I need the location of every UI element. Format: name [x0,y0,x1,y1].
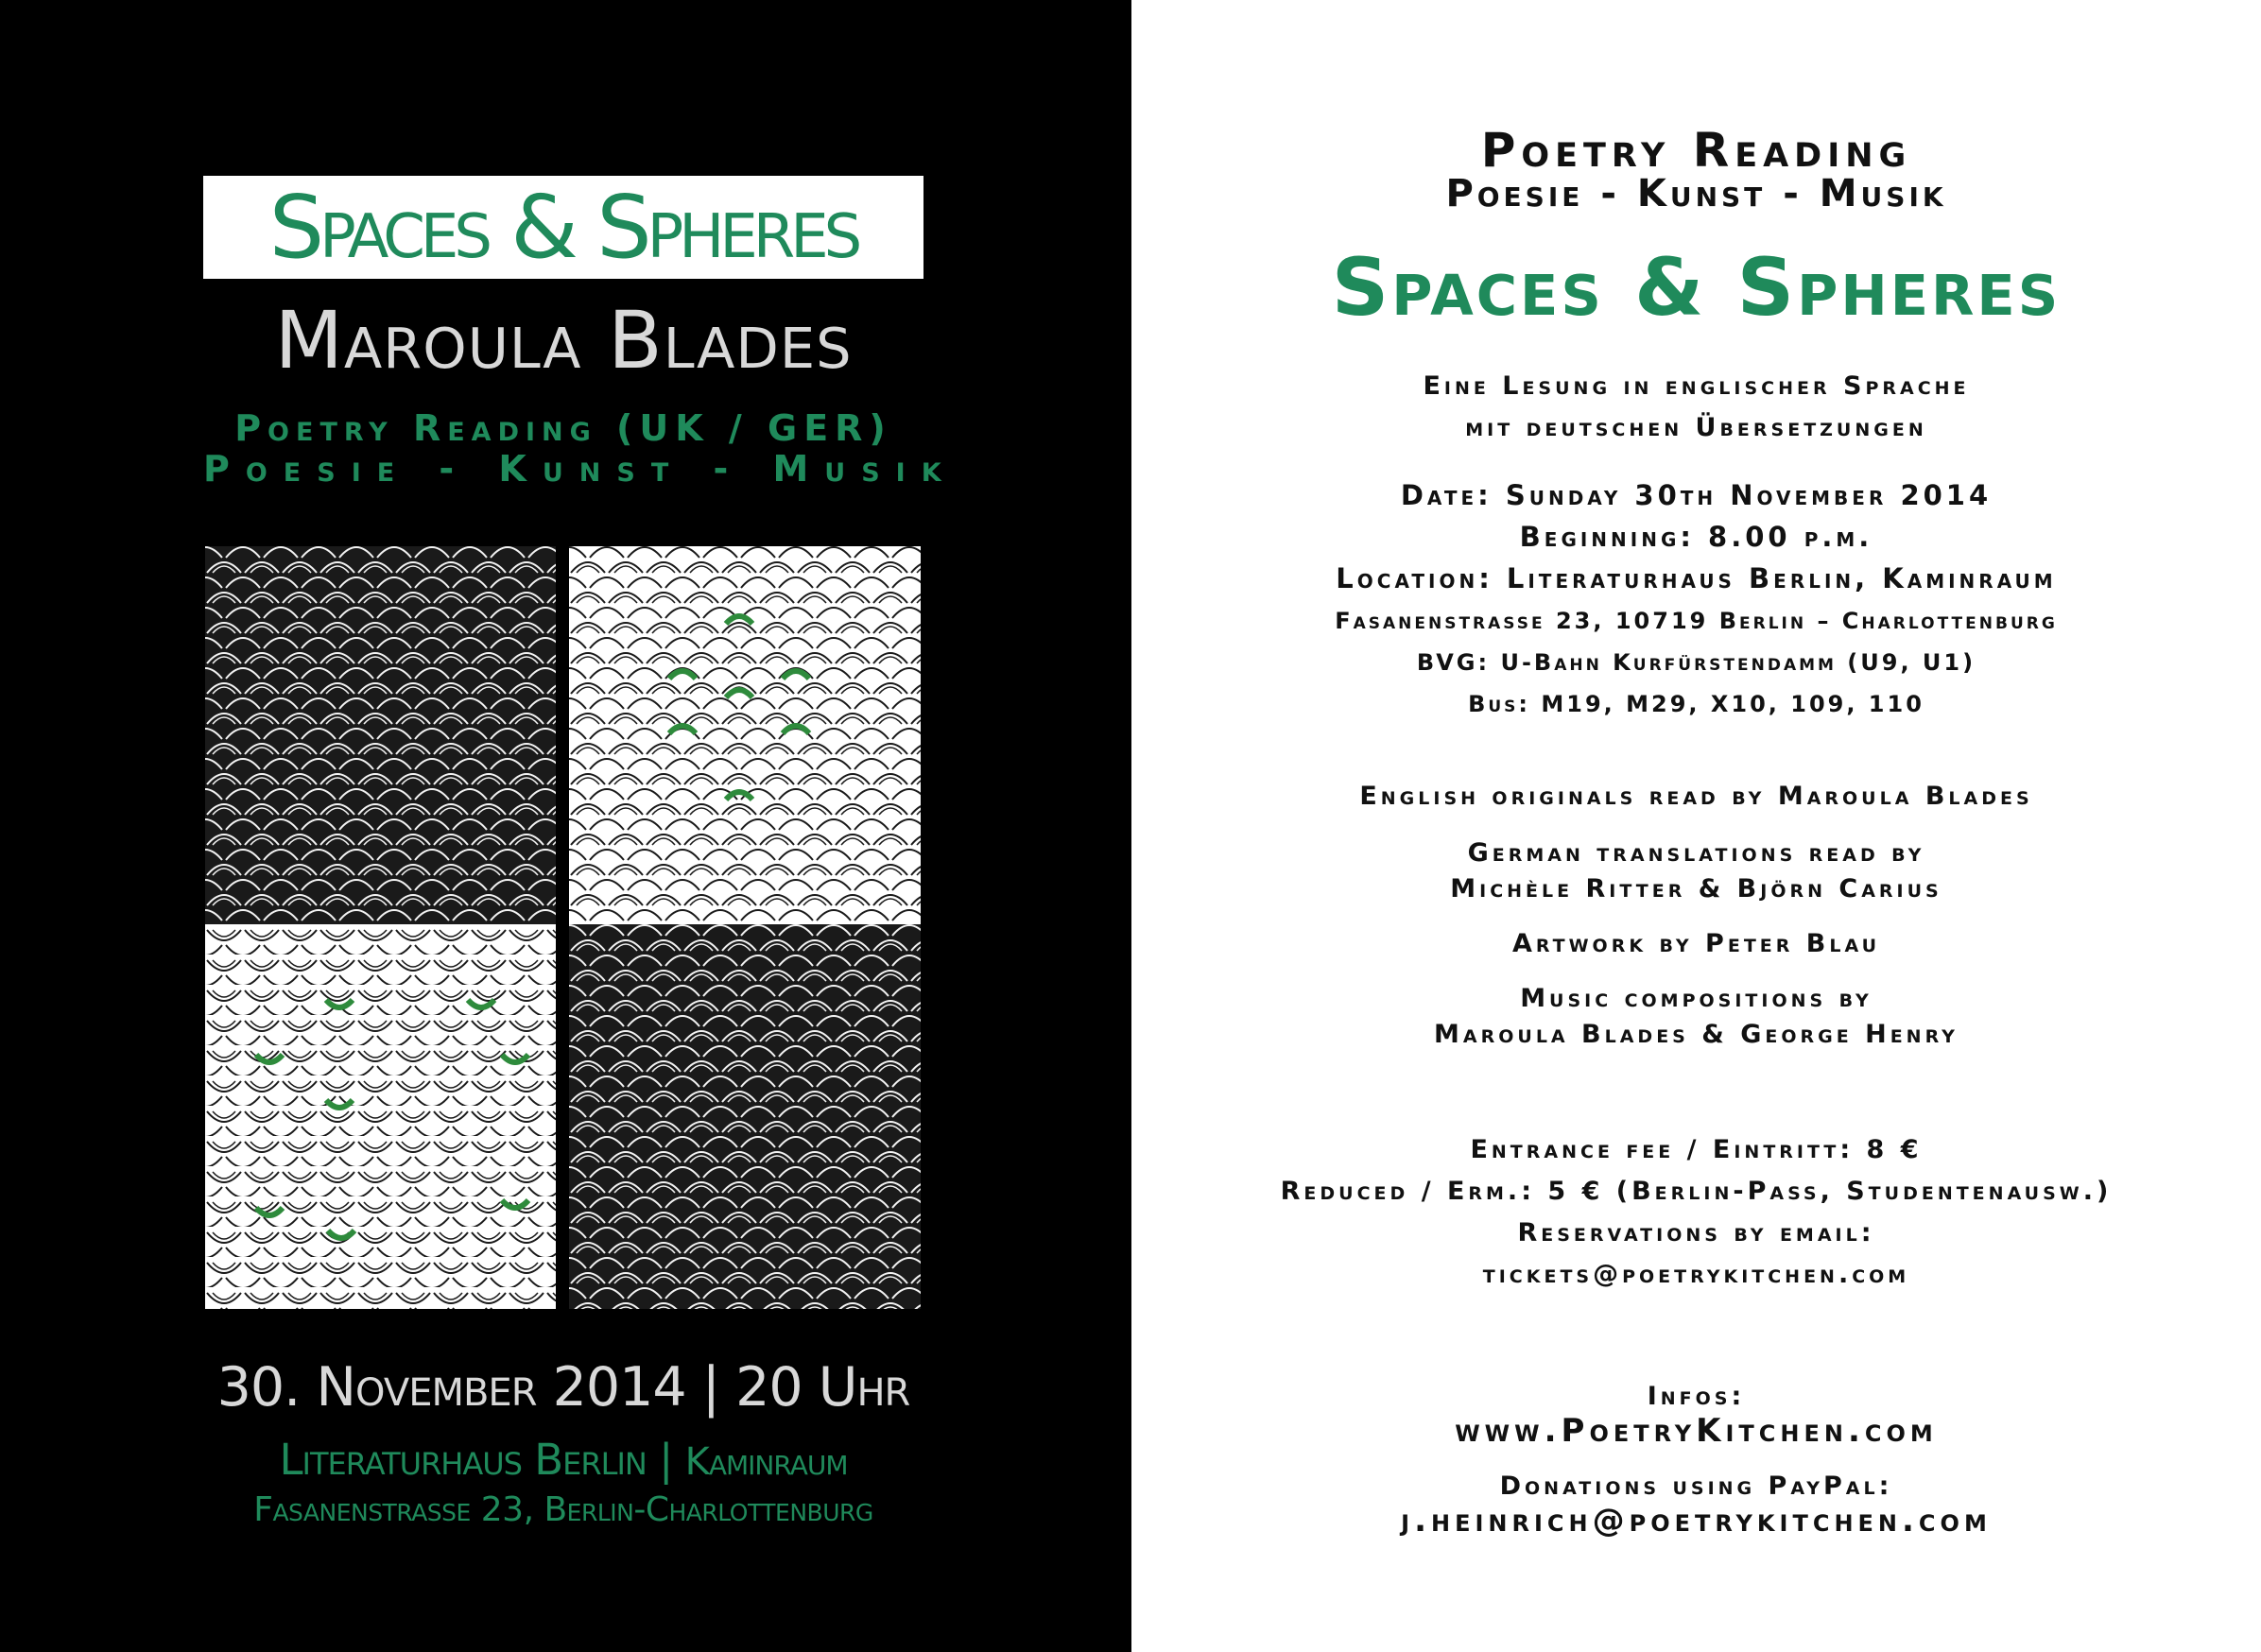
scale-pattern-dark [569,924,921,1309]
intro-line1: Eine Lesung in englischer Sprache [1423,371,1970,401]
address-line: Fasanenstrasse 23, 10719 Berlin – Charlottenburg [1335,608,2058,634]
music-line2: Maroula Blades & George Henry [1434,1020,1959,1049]
german-translations-line1: German translations read by [1467,838,1925,868]
left-subtitle-line1: Poetry Reading (UK / GER) [234,407,892,449]
scale-pattern-dark [205,546,556,924]
intro-line2: mit deutschen Übersetzungen [1465,413,1927,442]
logo-box [203,176,923,279]
location-line: Location: Literaturhaus Berlin, Kaminraum [1336,562,2057,594]
infos-label: Infos: [1647,1382,1746,1411]
scale-pattern-light [205,924,556,1309]
venue-room: Kaminraum [684,1440,848,1484]
donations-email[interactable]: j.heinrich@poetrykitchen.com [1401,1502,1992,1540]
artwork-panel-bottom-right [569,924,921,1309]
artwork-panel-top-right [569,546,921,924]
right-panel [1131,0,2261,1652]
right-title-line1: Poetry Reading [1480,123,1912,178]
poet-name: Maroula Blades [274,294,853,387]
tickets-email[interactable]: tickets@poetrykitchen.com [1482,1260,1910,1289]
bus-line: Bus: M19, M29, X10, 109, 110 [1468,691,1924,717]
reservations-line: Reservations by email: [1517,1218,1875,1248]
german-translations-line2: Michèle Ritter & Björn Carius [1450,874,1942,903]
bvg-line: BVG: U-Bahn Kurfürstendamm (U9, U1) [1416,649,1976,676]
venue-name: Literaturhaus Berlin [279,1435,647,1485]
website-link[interactable]: www.PoetryKitchen.com [1455,1412,1938,1450]
reduced-fee-line: Reduced / Erm.: 5 € (Berlin-Pass, Studentenausw.) [1280,1177,2113,1206]
artwork-line: Artwork by Peter Blau [1511,929,1881,958]
left-subtitle-line2: Poesie - Kunst - Musik [203,448,958,490]
logo-text: Spaces & Spheres [268,176,858,278]
date-line: Date: Sunday 30th November 2014 [1400,479,1993,511]
venue-separator: | [659,1435,673,1485]
artwork-panel-top-left [205,546,556,924]
artwork-panel-bottom-left [205,924,556,1309]
right-title-line2: Poesie - Kunst - Musik [1445,172,1947,215]
right-title-line3: Spaces & Spheres [1331,241,2062,334]
left-street-line: Fasanenstrasse 23, Berlin-Charlottenburg [253,1490,873,1529]
english-originals-line: English originals read by Maroula Blades [1359,782,2033,811]
entrance-fee-line: Entrance fee / Eintritt: 8 € [1470,1135,1923,1164]
left-date-line: 30. November 2014 | 20 Uhr [216,1356,910,1419]
music-line1: Music compositions by [1520,984,1873,1013]
donations-label: Donations using PayPal: [1499,1471,1893,1501]
scale-pattern-light [569,546,921,924]
left-venue-line [203,1435,923,1485]
beginning-line: Beginning: 8.00 p.m. [1519,521,1873,553]
